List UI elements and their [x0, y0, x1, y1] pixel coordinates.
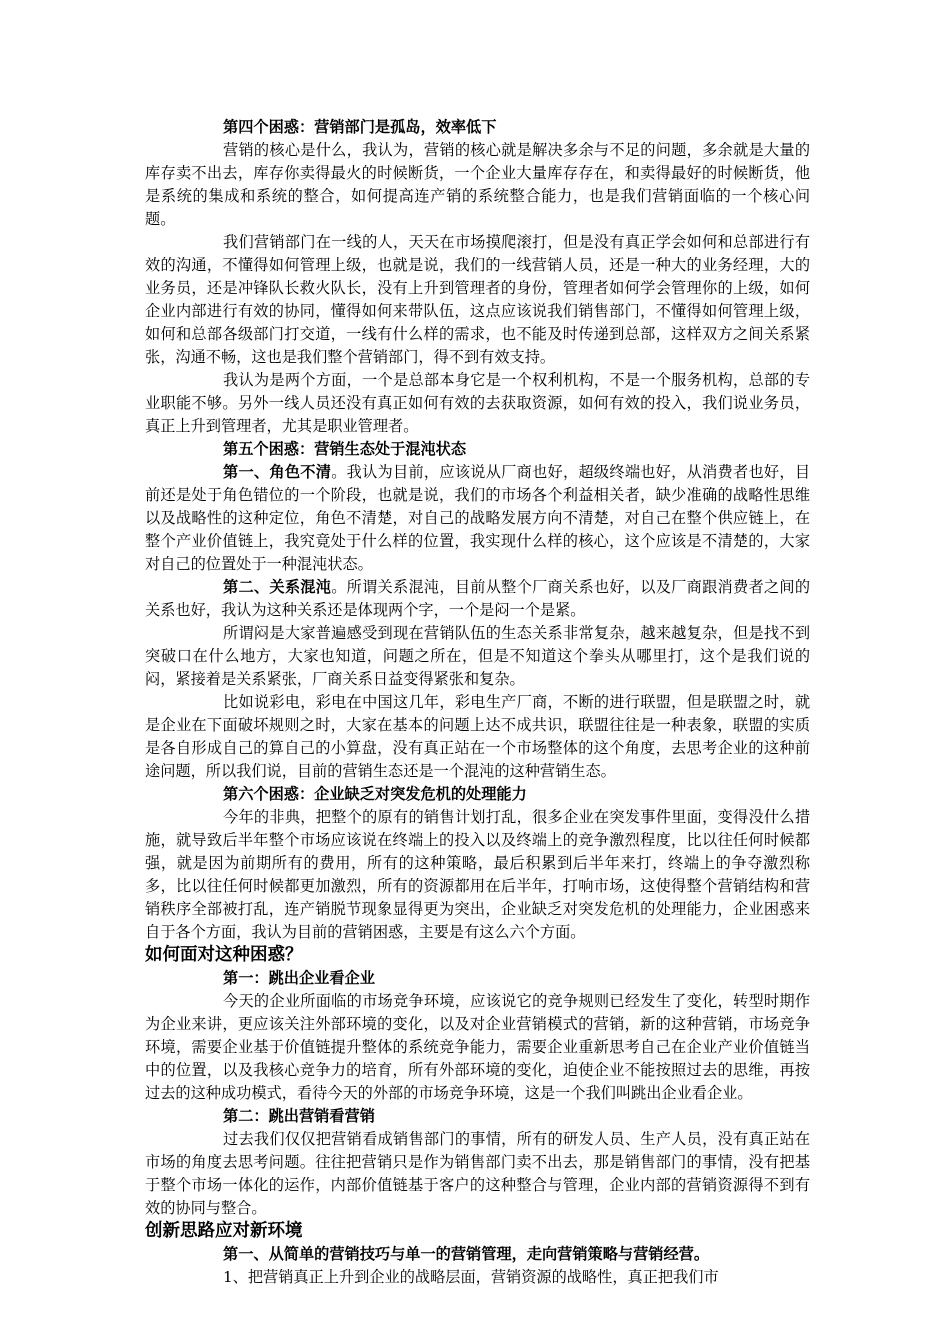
paragraph: 今年的非典，把整个的原有的销售计划打乱，很多企业在突发事件里面，变得没什么措施，就导致后半年整个市场应该说在终端上的投入以及终端上的竞争激烈程度，比以往任何时候都强，就是因为前期所有的费用，所有的这种策略，最后积累到后半年来打，终端上的争夺激烈称多，比以往任何时候都更加激烈，所有的资源都用在后半年，打响市场，这使得整个营销结构和营销秩序全部被打乱，连产销脱节现象显得更为突出，企业缺乏对突发危机的处理能力，企业困惑来自于各个方面，我认为目前的营销困惑，主要是有这么六个方面。	[145, 808, 810, 941]
paragraph	[145, 576, 810, 622]
paragraph: 过去我们仅仅把营销看成销售部门的事情，所有的研发人员、生产人员，没有真正站在市场的角度去思考问题。往往把营销只是作为销售部门卖不出去，那是销售部门的事情，没有把基于整个市场一体化的运作，内部价值链基于客户的这种整合与管理，企业内部的营销资源得不到有效的协同与整合。	[145, 1130, 810, 1217]
paragraph: 比如说彩电，彩电在中国这几年，彩电生产厂商，不断的进行联盟，但是联盟之时，就是企业在下面破坏规则之时，大家在基本的问题上达不成共识，联盟往往是一种表象，联盟的实质是各自形成自己的算自己的小算盘，没有真正站在一个市场整体的这个角度，去思考企业的这种前途问题，所以我们说，目前的营销生态还是一个混沌的这种营销生态。	[145, 693, 810, 780]
paragraph: 1、把营销真正上升到企业的战略层面，营销资源的战略性，真正把我们市	[223, 1268, 719, 1286]
subheading: 第二：跳出营销看营销	[223, 1107, 375, 1125]
heading-puzzle-5: 第五个困惑：营销生态处于混沌状态	[223, 440, 466, 458]
paragraph-body: 。我认为目前，应该说从厂商也好，超级终端也好，从消费者也好，目前还是处于角色错位的一个阶段，也就是说，我们的市场各个利益相关者，缺少准确的战略性思维以及战略性的这种定位，角色不清楚，对自己的战略发展方向不清楚，对自己在整个供应链上，在整个产业价值链上，我究竟处于什么样的位置，我实现什么样的核心，这个应该是不清楚的，大家对自己的位置处于一种混沌状态。	[145, 463, 811, 573]
heading-puzzle-4: 第四个困惑：营销部门是孤岛，效率低下	[223, 118, 497, 136]
paragraph: 营销的核心是什么，我认为，营销的核心就是解决多余与不足的问题，多余就是大量的库存卖不出去，库存你卖得最火的时候断货，一个企业大量库存存在，和卖得最好的时候断货，他是系统的集成和系统的整合，如何提高连产销的系统整合能力，也是我们营销面临的一个核心问题。	[145, 141, 810, 228]
heading-puzzle-6: 第六个困惑：企业缺乏对突发危机的处理能力	[223, 785, 527, 803]
paragraph-lead: 第二、关系混沌	[223, 578, 332, 596]
section-heading: 如何面对这种困惑？	[145, 945, 303, 965]
paragraph: 今天的企业所面临的市场竞争环境，应该说它的竞争规则已经发生了变化，转型时期作为企业来讲，更应该关注外部环境的变化，以及对企业营销模式的营销，新的这种营销，市场竞争环境，需要企业基于价值链提升整体的系统竞争能力，需要企业重新思考自己在企业产业价值链当中的位置，以及我核心竞争力的培育，所有外部环境的变化，迫使企业不能按照过去的思维，再按过去的这种成功模式，看待今天的外部的市场竞争环境，这是一个我们叫跳出企业看企业。	[145, 992, 810, 1102]
subheading: 第一、从简单的营销技巧与单一的营销管理，走向营销策略与营销经营。	[223, 1245, 709, 1263]
paragraph-lead: 第一、角色不清	[223, 463, 332, 481]
paragraph-body: 。所谓关系混沌，目前从整个厂商关系也好，以及厂商跟消费者之间的关系也好，我认为这种关系还是体现两个字，一个是闷一个是紧。	[145, 578, 811, 619]
section-heading: 创新思路应对新环境	[145, 1221, 303, 1241]
paragraph: 我们营销部门在一线的人，天天在市场摸爬滚打，但是没有真正学会如何和总部进行有效的沟通，不懂得如何管理上级，也就是说，我们的一线营销人员，还是一种大的业务经理，大的业务员，还是冲锋队长救火队长，没有上升到管理者的身份，管理者如何学会管理你的上级，如何企业内部进行有效的协同，懂得如何来带队伍，这点应该说我们销售部门，不懂得如何管理上级，如何和总部各级部门打交道，一线有什么样的需求，也不能及时传递到总部，这样双方之间关系紧张，沟通不畅，这也是我们整个营销部门，得不到有效支持。	[145, 233, 810, 366]
paragraph: 我认为是两个方面，一个是总部本身它是一个权利机构，不是一个服务机构，总部的专业职能不够。另外一线人员还没有真正如何有效的去获取资源，如何有效的投入，我们说业务员，真正上升到管理者，尤其是职业管理者。	[145, 371, 810, 435]
document-page	[145, 116, 810, 1289]
paragraph	[145, 461, 810, 576]
paragraph: 所谓闷是大家普遍感受到现在营销队伍的生态关系非常复杂，越来越复杂，但是找不到突破口在什么地方，大家也知道，问题之所在，但是不知道这个拳头从哪里打，这个是我们说的闷，紧接着是关系紧张，厂商关系日益变得紧张和复杂。	[145, 624, 810, 688]
subheading: 第一：跳出企业看企业	[223, 969, 375, 987]
